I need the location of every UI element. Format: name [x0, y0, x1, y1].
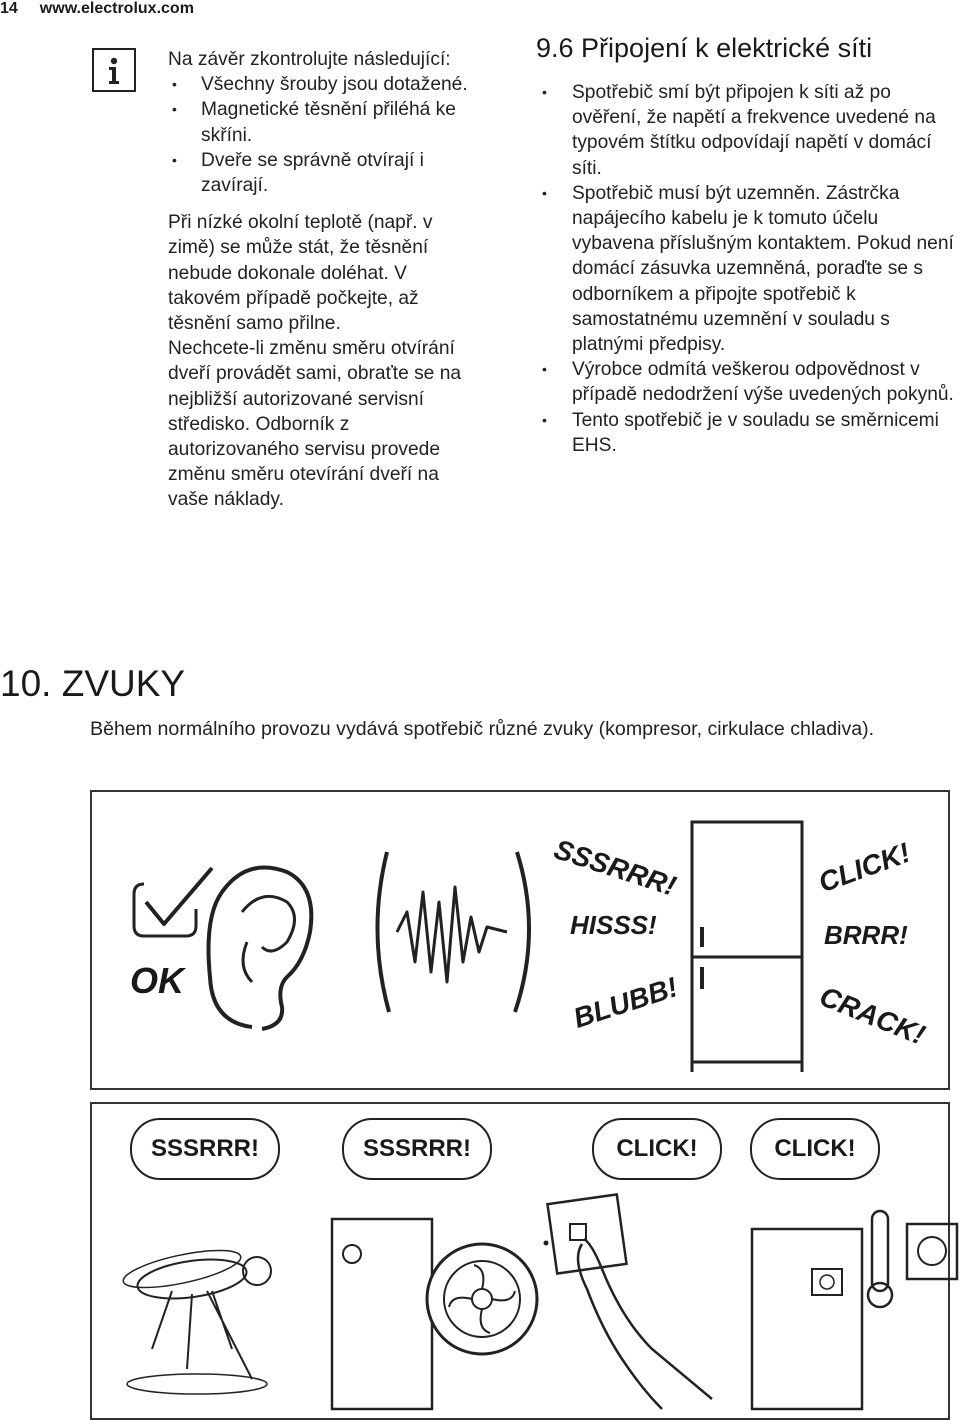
page-number: 14: [0, 0, 18, 17]
bubble-label: CLICK!: [616, 1135, 698, 1162]
sound-label: SSSRRR!: [550, 833, 680, 902]
bubble-label: SSSRRR!: [150, 1135, 259, 1162]
sound-label: CRACK!: [815, 980, 930, 1051]
info-intro: Na závěr zkontrolujte následující:: [168, 49, 451, 70]
bubble-label: CLICK!: [774, 1135, 856, 1162]
sound-wave-icon: [367, 832, 537, 1032]
section-9-6-body: [538, 80, 958, 458]
list-item: • Tento spotřebič je v souladu se směrnicemi EHS.: [538, 408, 958, 458]
sounds-figure: [90, 790, 950, 1090]
fan-icon: [312, 1199, 532, 1409]
sound-label: BLUBB!: [569, 971, 682, 1034]
section-title-10: 10. ZVUKY: [0, 663, 186, 704]
speech-bubble: [342, 1118, 492, 1180]
speech-bubble: [750, 1118, 880, 1180]
speech-bubble: [130, 1118, 280, 1180]
sound-label: CLICK!: [814, 836, 915, 899]
list-item: • Výrobce odmítá veškerou odpovědnost v případě nedodržení výše uvedených pokynů.: [538, 357, 958, 407]
sound-label: HISSS!: [570, 910, 657, 940]
info-paragraph-2: Nechcete-li změnu směru otvírání dveří provádět sami, obraťte se na nejbližší autorizované servisní středisko. Odborník z autorizovaného servisu provede změnu směru otevírání dveří na vaše náklady.: [168, 338, 462, 511]
ok-label: OK: [130, 960, 184, 1001]
info-paragraph-1: Při nízké okolní teplotě (např. v zimě) se může stát, že těsnění nebude dokonale doléhat. V takovém případě počkejte, až těsnění samo přilne.: [168, 212, 433, 335]
speech-bubble: [592, 1118, 722, 1180]
check-list: [168, 72, 478, 198]
fridge-icon: [684, 817, 814, 1077]
hand-switch-icon: [532, 1199, 732, 1409]
list-item: • Spotřebič musí být uzemněn. Zástrčka napájecího kabelu je k tomuto účelu vybavena příslušným kontaktem. Pokud není domácí zásuvka uzemněná, poraďte se s odborníkem a připojte spotřebič k samostatnému uzemnění v souladu s platnými předpisy.: [538, 181, 958, 357]
fly-icon: [112, 1199, 282, 1399]
list-item: • Všechny šrouby jsou dotažené.: [168, 72, 478, 97]
site-url: www.electrolux.com: [39, 0, 194, 17]
thermostat-icon: [732, 1199, 960, 1409]
list-item: • Spotřebič smí být připojen k síti až po ověření, že napětí a frekvence uvedené na typovém štítku odpovídají napětí v domácí síti.: [538, 80, 958, 181]
ear-icon: [192, 847, 322, 1047]
sound-sources-figure: [90, 1102, 950, 1420]
bubble-label: SSSRRR!: [362, 1135, 471, 1162]
bullet-list: [538, 80, 958, 458]
sound-label: BRRR!: [824, 920, 908, 950]
info-icon: [92, 48, 136, 92]
page-header: [0, 0, 194, 18]
list-item: • Dveře se správně otvírají i zavírají.: [168, 148, 478, 198]
info-block: [168, 47, 478, 513]
list-item: • Magnetické těsnění přiléhá ke skříni.: [168, 97, 478, 147]
section-title-9-6: 9.6 Připojení k elektrické síti: [536, 33, 873, 63]
section-10-intro: Během normálního provozu vydává spotřebič různé zvuky (kompresor, cirkulace chladiva).: [90, 718, 875, 740]
